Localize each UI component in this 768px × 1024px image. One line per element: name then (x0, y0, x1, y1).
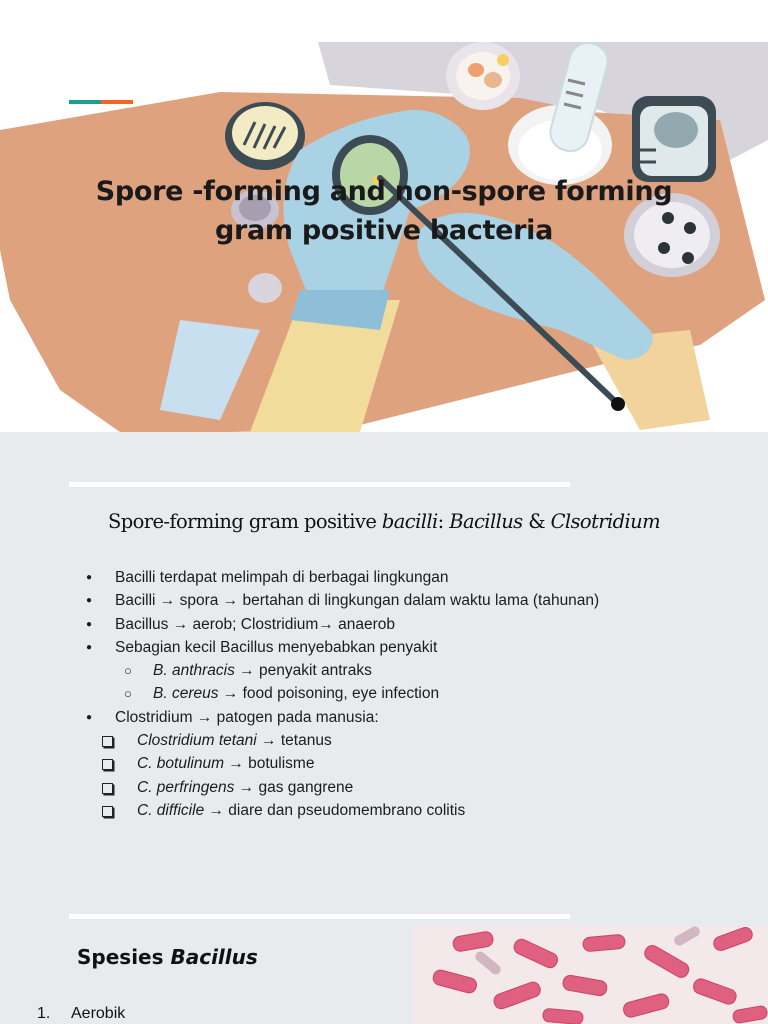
list-item-text: Aerobik (71, 1005, 126, 1022)
item-text: → diare dan pseudomembrano colitis (204, 801, 466, 819)
sub-list-item (0, 659, 599, 682)
title-line: gram positive bacteria (214, 215, 554, 246)
sub-list-item (0, 682, 599, 705)
heading-text: & (522, 510, 551, 533)
petri-dish-inner (232, 106, 298, 160)
sub-list-item (0, 729, 599, 752)
list-item: ● Clostridium → patogen pada manusia: (0, 706, 599, 729)
bacteria-micrograph (413, 926, 768, 1024)
species-name: C. botulinum (137, 755, 225, 773)
species-name: C. perfringens (137, 778, 235, 796)
list-number: 1. (37, 1005, 51, 1022)
heading-italic: bacilli (381, 510, 438, 533)
heading-text: Spore-forming gram positive (107, 510, 382, 533)
small-dish (248, 273, 282, 303)
heading-text: : (437, 510, 450, 533)
list-item: ● Bacillus → aerob; Clostridium→ anaerob (0, 613, 599, 636)
title-line: Spore -forming and non-spore forming (95, 176, 673, 207)
circle-bullet-icon: ○ (124, 663, 132, 679)
slide-title (40, 172, 728, 250)
list-item: ● Sebagian kecil Bacillus menyebabkan penyakit (0, 636, 599, 659)
accent-line-teal (69, 100, 101, 104)
heading-italic: Bacillus (449, 510, 523, 533)
sub-list-item (0, 752, 599, 775)
circle-bullet-icon: ○ (124, 686, 132, 702)
divider-rule (69, 914, 570, 919)
item-text: → botulisme (224, 755, 315, 773)
species-slide (0, 872, 768, 1024)
heading-italic: Clsotridium (550, 510, 661, 533)
item-text: → penyakit antraks (234, 662, 372, 680)
divider-rule (69, 482, 570, 487)
numbered-list (37, 1005, 125, 1023)
bullet-list (0, 566, 599, 822)
item-text: → tetanus (256, 732, 332, 750)
list-item: ● Bacilli terdapat melimpah di berbagai lingkungan (0, 566, 599, 589)
box-bullet-icon (102, 783, 113, 794)
species-name: C. difficile (137, 801, 205, 819)
slide-heading (0, 510, 768, 533)
sub-list-item (0, 799, 599, 822)
title-slide (0, 0, 768, 432)
species-name: B. anthracis (153, 662, 235, 680)
content-slide (0, 432, 768, 872)
box-bullet-icon (102, 759, 113, 770)
box-bullet-icon (102, 736, 113, 747)
list-item: ● Bacilli → spora → bertahan di lingkungan dalam waktu lama (tahunan) (0, 589, 599, 612)
accent-line-orange (101, 100, 133, 104)
species-name: B. cereus (153, 685, 219, 703)
species-name: Clostridium tetani (137, 732, 257, 750)
slide-heading (77, 945, 258, 969)
item-text: → gas gangrene (234, 778, 354, 796)
item-text: → food poisoning, eye infection (218, 685, 440, 703)
box-bullet-icon (102, 806, 113, 817)
heading-italic: Bacillus (170, 945, 258, 969)
heading-text: Spesies (77, 945, 171, 969)
sub-list-item (0, 776, 599, 799)
